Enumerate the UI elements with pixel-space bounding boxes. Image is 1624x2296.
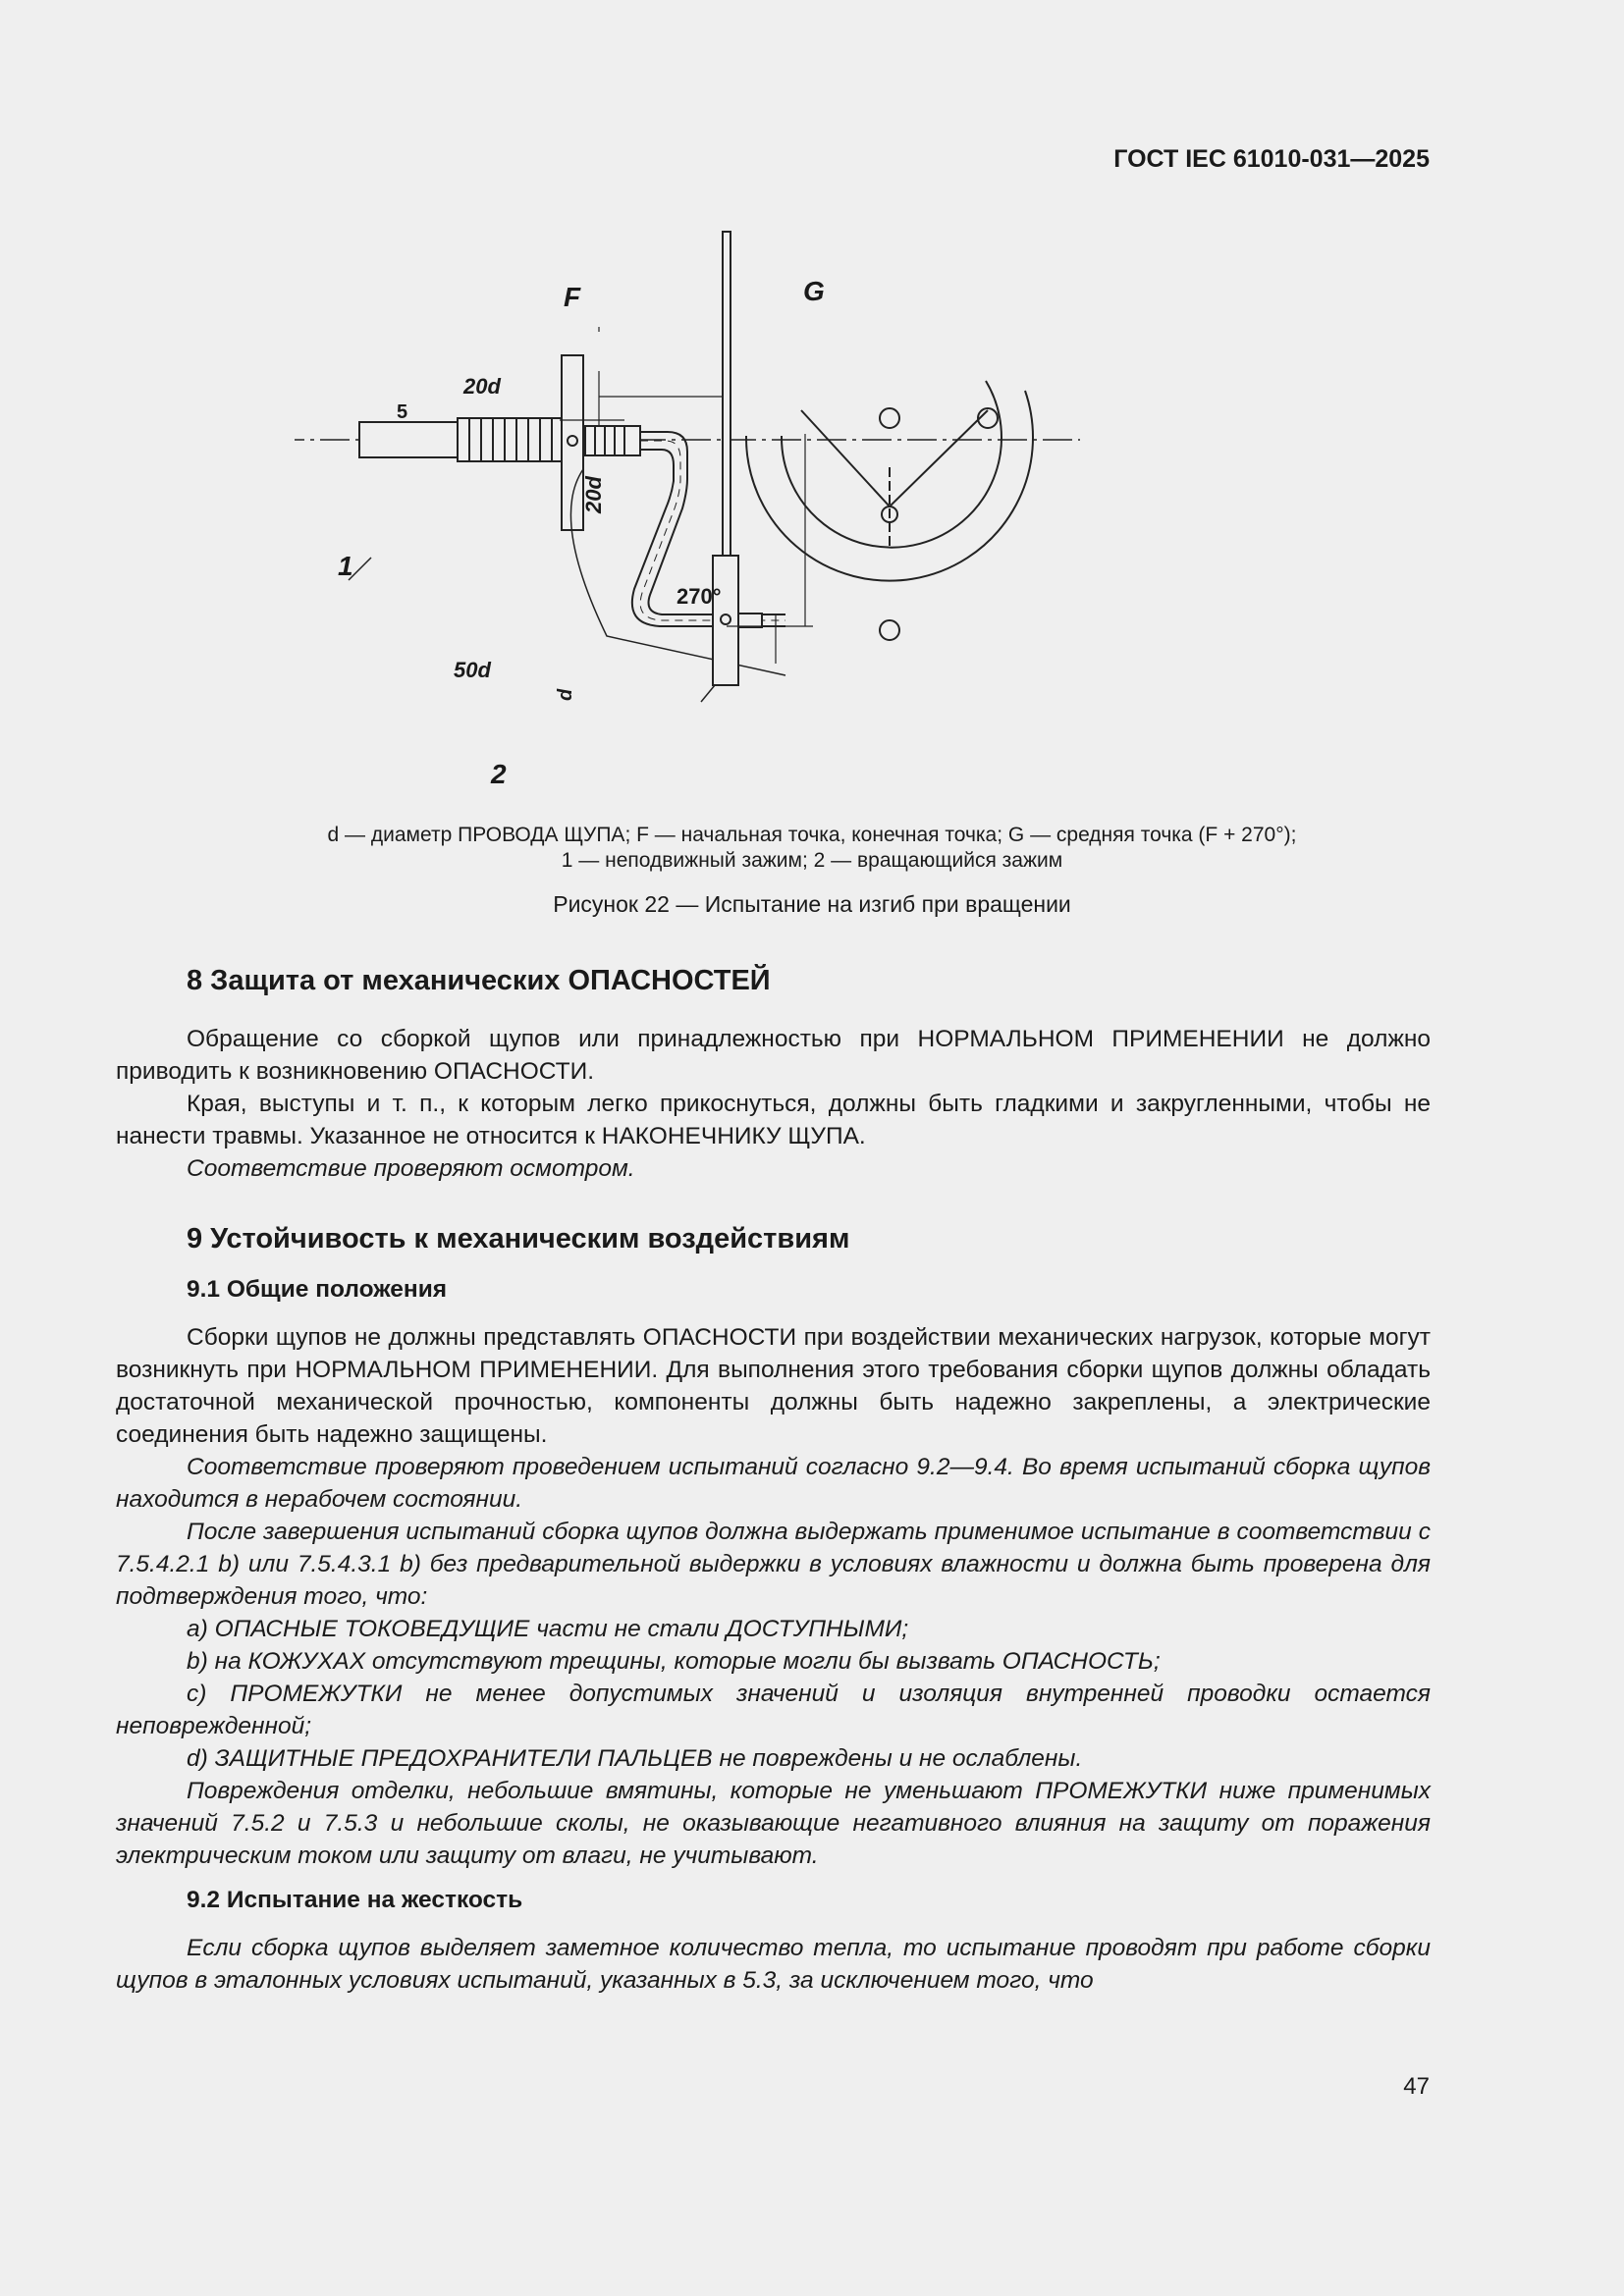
list-item-a: a) ОПАСНЫЕ ТОКОВЕДУЩИЕ части не стали ДОСТУПНЫМИ; — [187, 1616, 909, 1642]
figure-22 — [295, 224, 1276, 813]
list-item-b: b) на КОЖУХАХ отсутствуют трещины, которые могли бы вызвать ОПАСНОСТЬ; — [187, 1648, 1161, 1675]
list-item-c: c) ПРОМЕЖУТКИ не менее допустимых значений и изоляция внутренней проводки остается неповрежденной; — [116, 1681, 1431, 1739]
section-9-paragraph-5: Если сборка щупов выделяет заметное количество тепла, то испытание проводят при работе сборки щупов в эталонных условиях испытаний, указанных в 5.3, за исключением того, что — [116, 1935, 1431, 1994]
section-8-paragraph-2: Края, выступы и т. п., к которым легко прикоснуться, должны быть гладкими и закругленными, чтобы не нанести травмы. Указанное не относится к НАКОНЕЧНИКУ ЩУПА. — [116, 1091, 1431, 1149]
figure-legend-line1: d — диаметр ПРОВОДА ЩУПА; F — начальная точка, конечная точка; G — средняя точка (F + 270°); — [327, 824, 1297, 846]
section-9-title: 9 Устойчивость к механическим воздействиям — [187, 1223, 850, 1255]
figure-legend-line2: 1 — неподвижный зажим; 2 — вращающийся зажим — [561, 849, 1063, 872]
document-body — [116, 964, 1431, 1997]
dim-5: 5 — [397, 401, 408, 423]
dim-20d-vertical: 20d — [581, 476, 606, 513]
angle-label: 270° — [677, 584, 722, 609]
figure-drawing — [295, 224, 1276, 813]
section-9-paragraph-4: Повреждения отделки, небольшие вмятины, которые не уменьшают ПРОМЕЖУТКИ ниже применимых значений 7.5.2 и 7.5.3 и небольшие сколы, не оказывающие негативного влияния на защиту от поражения электрическим током или защиту от влаги, не учитывают. — [116, 1778, 1431, 1869]
dim-d: d — [555, 688, 576, 701]
list-item-d: d) ЗАЩИТНЫЕ ПРЕДОХРАНИТЕЛИ ПАЛЬЦЕВ не повреждены и не ослаблены. — [187, 1745, 1083, 1772]
section-8-title: 8 Защита от механических ОПАСНОСТЕЙ — [187, 965, 771, 996]
figure-caption: Рисунок 22 — Испытание на изгиб при вращении — [553, 891, 1071, 917]
dim-50d: 50d — [454, 658, 491, 682]
section-9-paragraph-3: После завершения испытаний сборка щупов должна выдержать применимое испытание в соответствии с 7.5.4.2.1 b) или 7.5.4.3.1 b) без предварительной выдержки в условиях влажности и должна быть проверена для подтверждения того, что: — [116, 1519, 1431, 1610]
dim-20d-top: 20d — [463, 374, 501, 399]
page-number: 47 — [1403, 2073, 1430, 2100]
callout-2: 2 — [491, 759, 507, 789]
section-8-paragraph-3: Соответствие проверяют осмотром. — [187, 1155, 635, 1182]
section-8-paragraph-1: Обращение со сборкой щупов или принадлежностью при НОРМАЛЬНОМ ПРИМЕНЕНИИ не должно приводить к возникновению ОПАСНОСТИ. — [116, 1026, 1431, 1085]
callout-1: 1 — [338, 551, 353, 581]
section-9-paragraph-1: Сборки щупов не должны представлять ОПАСНОСТИ при воздействии механических нагрузок, которые могут возникнуть при НОРМАЛЬНОМ ПРИМЕНЕНИИ. Для выполнения этого требования сборки щупов должны обладать достаточной механической прочностью, компоненты должны быть надежно закреплены, а электрические соединения быть надежно защищены. — [116, 1324, 1431, 1448]
subsection-9-1-title: 9.1 Общие положения — [187, 1276, 448, 1303]
point-g-label: G — [803, 276, 825, 306]
point-f-label: F — [564, 282, 581, 312]
section-9-paragraph-2: Соответствие проверяют проведением испытаний согласно 9.2—9.4. Во время испытаний сборка щупов находится в нерабочем состоянии. — [116, 1454, 1431, 1513]
subsection-9-2-title: 9.2 Испытание на жесткость — [187, 1887, 523, 1913]
document-header: ГОСТ IEC 61010-031—2025 — [1113, 145, 1430, 173]
